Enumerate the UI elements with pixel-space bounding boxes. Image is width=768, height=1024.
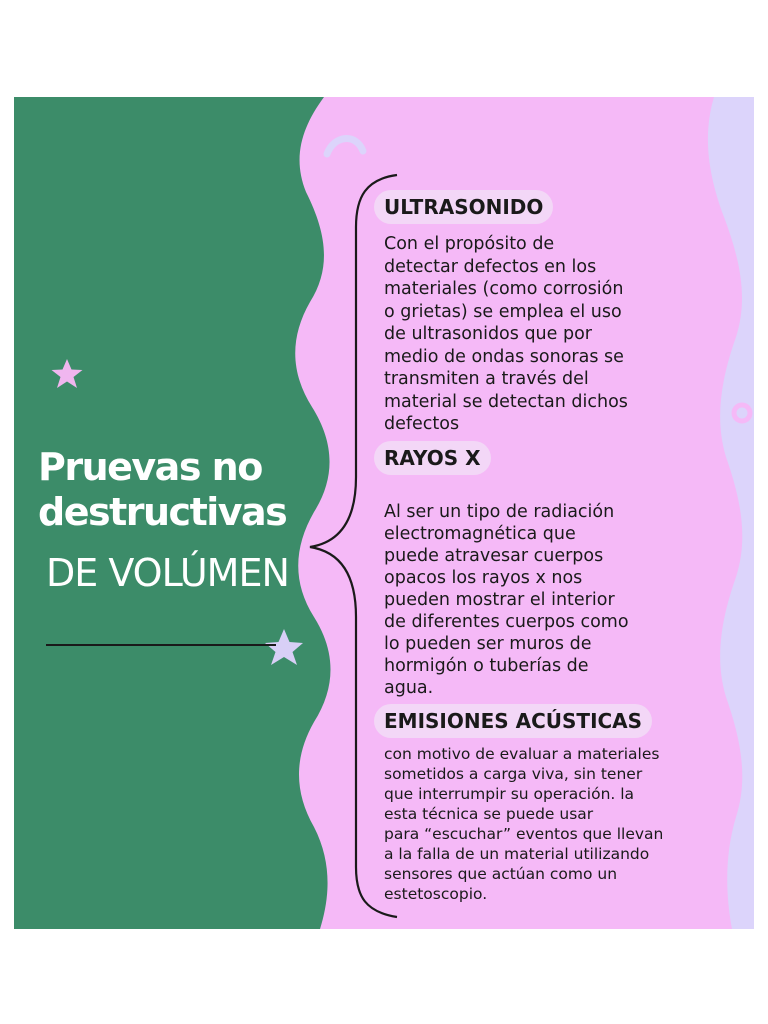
section-heading-rayos-x: RAYOS X	[374, 441, 491, 475]
section-body-ultrasonido: Con el propósito de detectar defectos en los materiales (como corrosión o grietas) se emplea el uso de ultrasonidos que por medio de ondas sonoras se transmiten a través del material se detectan dichos defectos	[384, 234, 628, 434]
title-underline	[46, 644, 276, 646]
section-body-emisiones-acusticas: con motivo de evaluar a materiales sometidos a carga viva, sin tener que interrumpir su operación. la esta técnica se puede usar para “escuchar” eventos que llevan a la falla de un material utilizando sensores que actúan como un estetoscopio.	[384, 745, 664, 903]
section-heading-ultrasonido: ULTRASONIDO	[374, 190, 553, 224]
page-subtitle: DE VOLÚMEN	[46, 551, 289, 595]
section-heading-emisiones-acusticas: EMISIONES ACÚSTICAS	[374, 704, 652, 738]
infographic	[14, 97, 754, 929]
section-body-rayos-x: Al ser un tipo de radiación electromagnética que puede atravesar cuerpos opacos los rayos x nos pueden mostrar el interior de diferentes cuerpos como lo pueden ser muros de hormigón o tuberías de agua.	[384, 502, 629, 698]
page-title: Pruevas no destructivas	[38, 445, 287, 534]
